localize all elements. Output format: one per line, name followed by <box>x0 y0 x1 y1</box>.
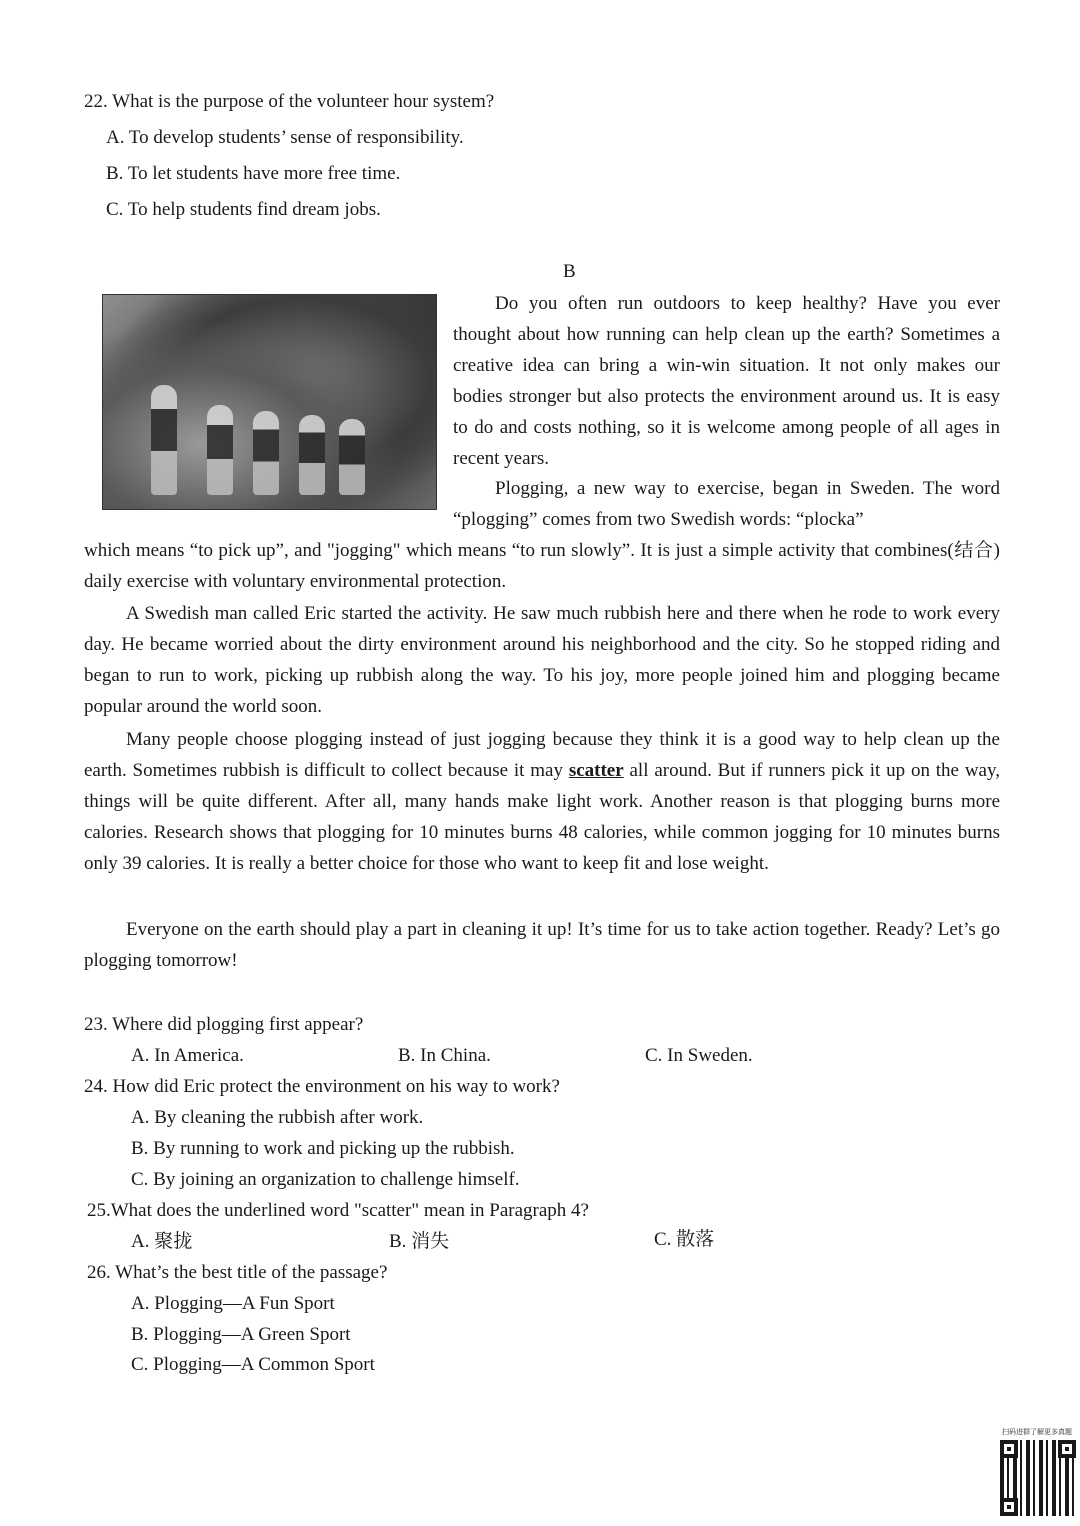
underlined-word: scatter <box>568 760 624 781</box>
plogging-photo <box>102 294 437 510</box>
q25-option-c: C. 散落 <box>654 1229 715 1250</box>
q23-option-c: C. In Sweden. <box>645 1045 753 1066</box>
q26-option-c: C. Plogging—A Common Sport <box>131 1354 375 1375</box>
q24-option-a: A. By cleaning the rubbish after work. <box>131 1107 424 1128</box>
question-25: 25.What does the underlined word "scatter" mean in Paragraph 4? <box>87 1200 589 1221</box>
q25-option-b: B. 消失 <box>389 1231 450 1252</box>
question-23: 23. Where did plogging first appear? <box>84 1014 364 1035</box>
passage-paragraph-4: Many people choose plogging instead of just jogging because they think it is a good way to help clean up the earth. Sometimes rubbish is difficult to collect because it may scatter all around. But if runners pick it up on the way, things will be quite different. After all, many hands make light work. Another reason is that plogging burns more calories. Research shows that plogging for 10 minutes burns 48 calories, while common jogging for 10 minutes burns only 39 calories. It is really a better choice for those who want to keep fit and lose weight. <box>84 729 1000 874</box>
qr-caption: 扫码进群了解更多真题 <box>1002 1428 1072 1436</box>
q26-option-a: A. Plogging—A Fun Sport <box>131 1293 335 1314</box>
question-26: 26. What’s the best title of the passage? <box>87 1262 388 1283</box>
section-heading: B <box>563 261 576 282</box>
qr-code-icon <box>1000 1440 1076 1516</box>
passage-paragraph-3: A Swedish man called Eric started the activity. He saw much rubbish here and there when he rode to work every day. He became worried about the dirty environment around his neighborhood and the city. So he stopped riding and began to run to work, picking up rubbish along the way. To his joy, more people joined him and plogging became popular around the world soon. <box>84 603 1000 717</box>
passage-paragraph-2-start: Plogging, a new way to exercise, began in Sweden. The word “plogging” comes from two Swedish words: “plocka” <box>453 478 1000 530</box>
question-24: 24. How did Eric protect the environment on his way to work? <box>84 1076 560 1097</box>
q24-option-c: C. By joining an organization to challenge himself. <box>131 1169 520 1190</box>
q22-option-a: A. To develop students’ sense of responsibility. <box>106 127 464 148</box>
q24-option-b: B. By running to work and picking up the rubbish. <box>131 1138 515 1159</box>
passage-paragraph-5: Everyone on the earth should play a part in cleaning it up! It’s time for us to take action together. Ready? Let’s go plogging tomorrow! <box>84 919 1000 971</box>
q22-option-b: B. To let students have more free time. <box>106 163 401 184</box>
passage-paragraph-1: Do you often run outdoors to keep healthy? Have you ever thought about how running can help clean up the earth? Sometimes a creative idea can bring a win-win situation. It not only makes our bodies stronger but also protects the environment around us. It is easy to do and costs nothing, so it is welcome among people of all ages in recent years. <box>453 293 1000 469</box>
q25-option-a: A. 聚拢 <box>131 1231 193 1252</box>
passage-paragraph-2-end: which means “to pick up”, and "jogging" which means “to run slowly”. It is just a simple activity that combines(结合) daily exercise with voluntary environmental protection. <box>84 540 1000 592</box>
question-22: 22. What is the purpose of the volunteer hour system? <box>84 91 495 112</box>
q23-option-b: B. In China. <box>398 1045 491 1066</box>
q26-option-b: B. Plogging—A Green Sport <box>131 1324 351 1345</box>
q23-option-a: A. In America. <box>131 1045 244 1066</box>
q22-option-c: C. To help students find dream jobs. <box>106 199 381 220</box>
